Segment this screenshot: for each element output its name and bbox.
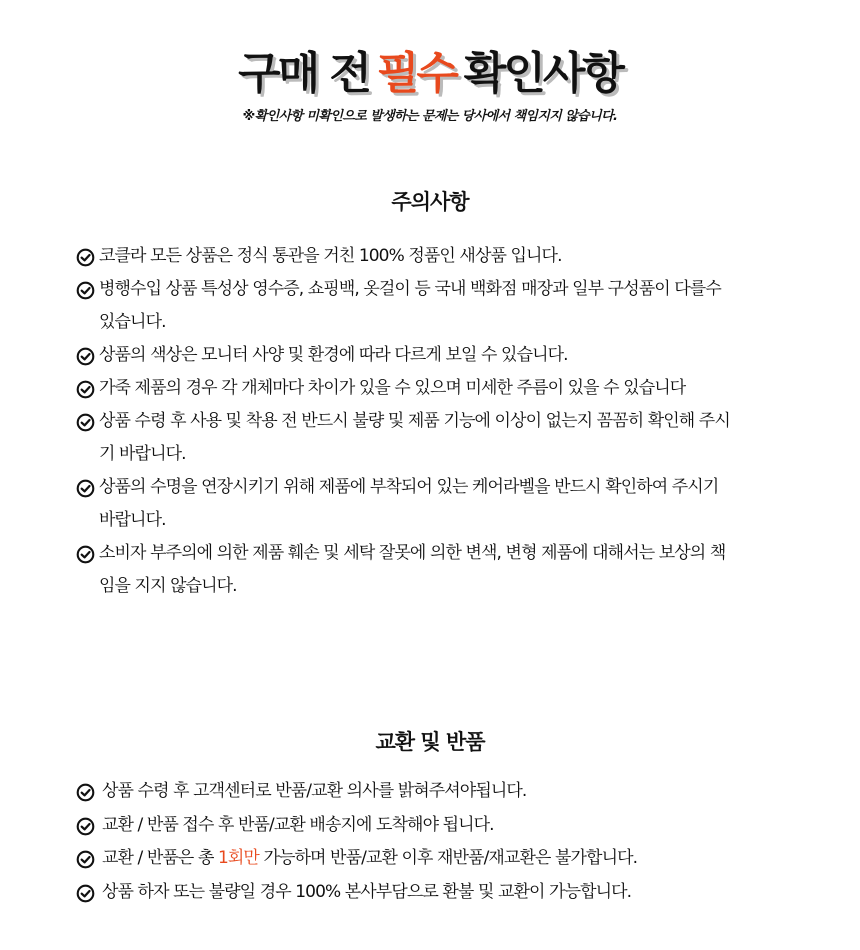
list-item-text-continued: 임을 지지 않습니다. [99, 576, 237, 596]
title-part1: 구매 전 [238, 48, 369, 99]
list-item-text: 상품의 수명을 연장시키기 위해 제품에 부착되어 있는 케어라벨을 반드시 확인하여 주시기 [99, 477, 719, 497]
list-item [76, 405, 816, 471]
list-item-text: 소비자 부주의에 의한 제품 훼손 및 세탁 잘못에 의한 변색, 변형 제품에 대해서는 보상의 책 [99, 543, 726, 563]
exchange-section-title: 교환 및 반품 [375, 730, 485, 754]
caution-list [76, 240, 816, 603]
check-circle-icon [76, 545, 95, 564]
check-circle-icon [76, 783, 95, 802]
list-item-text: 상품 수령 후 고객센터로 반품/교환 의사를 밝혀주셔야됩니다. [102, 781, 527, 801]
list-item-text: 병행수입 상품 특성상 영수증, 쇼핑백, 옷걸이 등 국내 백화점 매장과 일부 구성품이 다를수 [99, 279, 721, 299]
list-item-text-continued: 있습니다. [99, 312, 166, 332]
list-item-text [102, 842, 816, 876]
check-circle-icon [76, 884, 95, 903]
list-item [76, 471, 816, 537]
check-circle-icon [76, 479, 95, 498]
list-item [76, 372, 816, 405]
check-circle-icon [76, 281, 95, 300]
check-circle-icon [76, 413, 95, 432]
list-item-text-continued: 기 바랍니다. [99, 444, 186, 464]
check-circle-icon [76, 380, 95, 399]
list-item-text: 코클라 모든 상품은 정식 통관을 거친 100% 정품인 새상품 입니다. [99, 246, 562, 266]
list-item [76, 339, 816, 372]
check-circle-icon [76, 817, 95, 836]
exchange-list [76, 775, 816, 909]
text-after: 가능하며 반품/교환 이후 재반품/재교환은 불가합니다. [258, 848, 638, 868]
check-circle-icon [76, 850, 95, 869]
list-item [76, 876, 816, 910]
text-before: 교환 / 반품은 총 [102, 848, 218, 868]
list-item [76, 842, 816, 876]
disclaimer-notice: ※확인사항 미확인으로 발생하는 문제는 당사에서 책임지지 않습니다. [242, 109, 618, 124]
list-item-text-continued: 바랍니다. [99, 510, 166, 530]
list-item-text: 교환 / 반품 접수 후 반품/교환 배송지에 도착해야 됩니다. [102, 814, 494, 835]
list-item [76, 809, 816, 843]
page-title [0, 44, 860, 104]
list-item-text: 상품 하자 또는 불량일 경우 100% 본사부담으로 환불 및 교환이 가능합니다. [102, 881, 632, 902]
list-item-text: 상품 수령 후 사용 및 착용 전 반드시 불량 및 제품 기능에 이상이 없는지 꼼꼼히 확인해 주시 [99, 411, 730, 431]
list-item-text: 상품의 색상은 모니터 사양 및 환경에 따라 다르게 보일 수 있습니다. [99, 345, 568, 365]
list-item [76, 273, 816, 339]
list-item [76, 537, 816, 603]
title-part2: 확인사항 [463, 48, 622, 99]
caution-section-title: 주의사항 [391, 190, 469, 214]
list-item [76, 775, 816, 809]
check-circle-icon [76, 248, 95, 267]
list-item-text: 가죽 제품의 경우 각 개체마다 차이가 있을 수 있으며 미세한 주름이 있을 수 있습니다 [99, 378, 686, 398]
title-accent: 필수 [376, 48, 456, 99]
list-item [76, 240, 816, 273]
check-circle-icon [76, 347, 95, 366]
highlight-text: 1회만 [217, 848, 259, 868]
